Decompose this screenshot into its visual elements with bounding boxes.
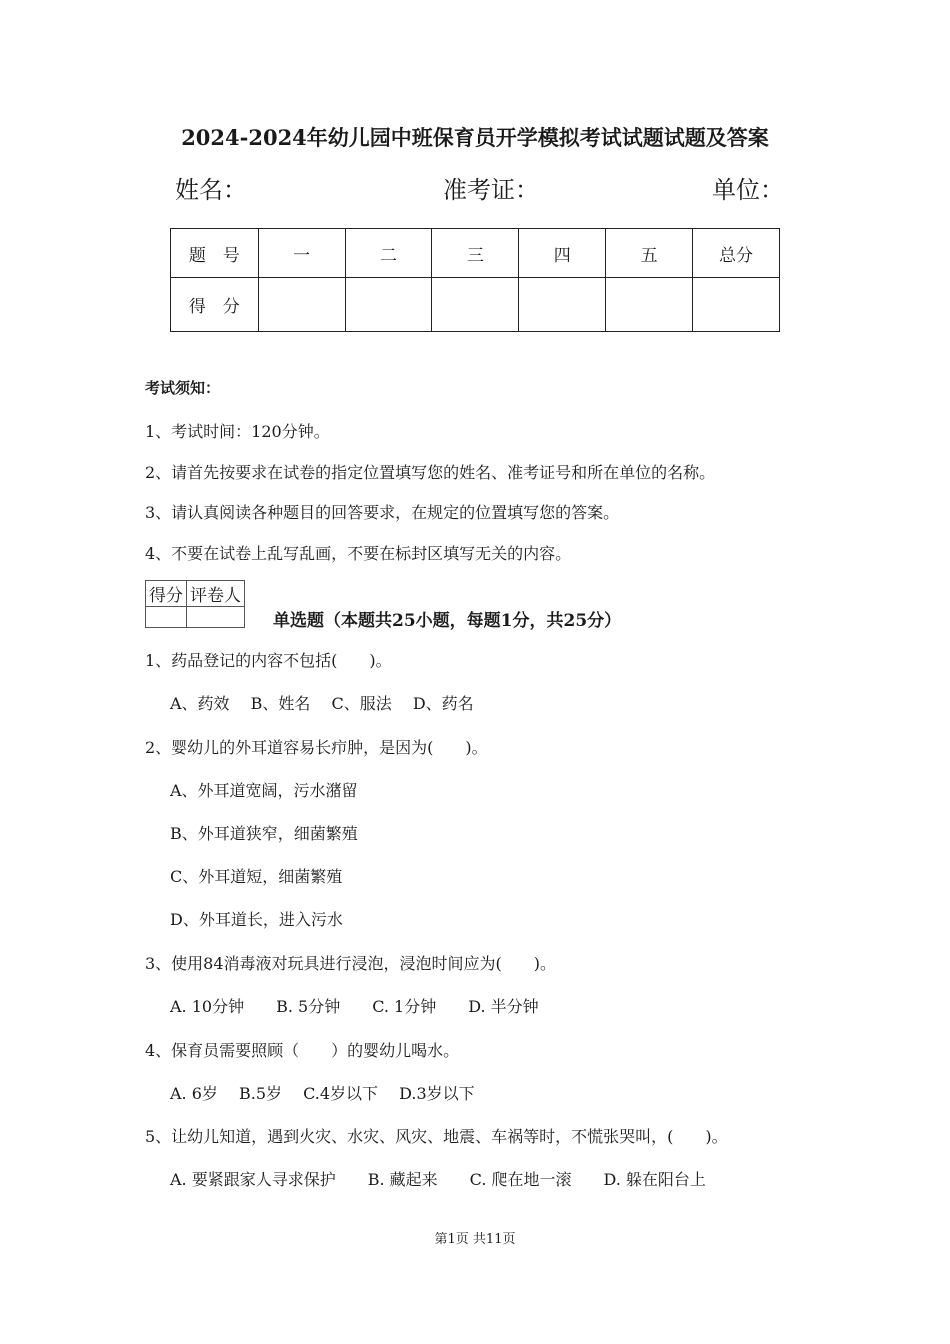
score-table — [170, 228, 780, 332]
score-cell[interactable] — [693, 278, 780, 332]
exam-id-field-label: 准考证： — [443, 176, 539, 204]
grader-box — [145, 580, 245, 628]
grader-score-label: 得分 — [146, 581, 187, 607]
notice-item: 3、请认真阅读各种题目的回答要求，在规定的位置填写您的答案。 — [145, 503, 620, 522]
score-header-2: 二 — [345, 229, 432, 278]
score-cell[interactable] — [258, 278, 345, 332]
question-options: A. 要紧跟家人寻求保护 B. 藏起来 C. 爬在地一滚 D. 躲在阳台上 — [170, 1170, 706, 1189]
question-stem: 5、让幼儿知道，遇到火灾、水灾、风灾、地震、车祸等时，不慌张哭叫，( )。 — [145, 1127, 728, 1146]
score-header-4: 四 — [519, 229, 606, 278]
page-footer: 第1页 共11页 — [434, 1232, 516, 1247]
question-option: C、外耳道短，细菌繁殖 — [170, 867, 343, 886]
score-header-1: 一 — [258, 229, 345, 278]
grader-name-cell[interactable] — [187, 607, 245, 628]
question-options: A. 10分钟 B. 5分钟 C. 1分钟 D. 半分钟 — [170, 997, 539, 1016]
question-stem: 3、使用84消毒液对玩具进行浸泡，浸泡时间应为( )。 — [145, 954, 557, 973]
score-row-label: 得 分 — [171, 278, 259, 332]
grader-score-cell[interactable] — [146, 607, 187, 628]
score-header-label: 题 号 — [171, 229, 259, 278]
notice-item: 1、考试时间：120分钟。 — [145, 422, 330, 441]
score-header-3: 三 — [432, 229, 519, 278]
section-title: 单选题（本题共25小题，每题1分，共25分） — [273, 611, 622, 631]
grader-name-label: 评卷人 — [187, 581, 245, 607]
score-cell[interactable] — [519, 278, 606, 332]
score-cell[interactable] — [432, 278, 519, 332]
name-field-label: 姓名： — [175, 176, 247, 204]
score-cell[interactable] — [606, 278, 693, 332]
score-header-5: 五 — [606, 229, 693, 278]
notice-item: 2、请首先按要求在试卷的指定位置填写您的姓名、准考证号和所在单位的名称。 — [145, 463, 716, 482]
question-option: D、外耳道长，进入污水 — [170, 910, 343, 929]
question-option: B、外耳道狭窄，细菌繁殖 — [170, 824, 358, 843]
notice-item: 4、不要在试卷上乱写乱画，不要在标封区填写无关的内容。 — [145, 544, 572, 563]
score-header-total: 总分 — [693, 229, 780, 278]
unit-field-label: 单位： — [712, 176, 784, 204]
question-stem: 4、保育员需要照顾（ ）的婴幼儿喝水。 — [145, 1041, 460, 1060]
score-table-header-row — [171, 229, 780, 278]
question-stem: 2、婴幼儿的外耳道容易长疖肿，是因为( )。 — [145, 738, 488, 757]
notice-heading: 考试须知： — [145, 379, 221, 397]
score-table-score-row — [171, 278, 780, 332]
question-stem: 1、药品登记的内容不包括( )。 — [145, 651, 392, 670]
question-options: A. 6岁 B.5岁 C.4岁以下 D.3岁以下 — [170, 1084, 475, 1103]
question-option: A、外耳道宽阔，污水潴留 — [170, 781, 358, 800]
question-options: A、药效 B、姓名 C、服法 D、药名 — [170, 694, 474, 713]
score-cell[interactable] — [345, 278, 432, 332]
exam-title: 2024-2024年幼儿园中班保育员开学模拟考试试题试题及答案 — [181, 125, 769, 150]
